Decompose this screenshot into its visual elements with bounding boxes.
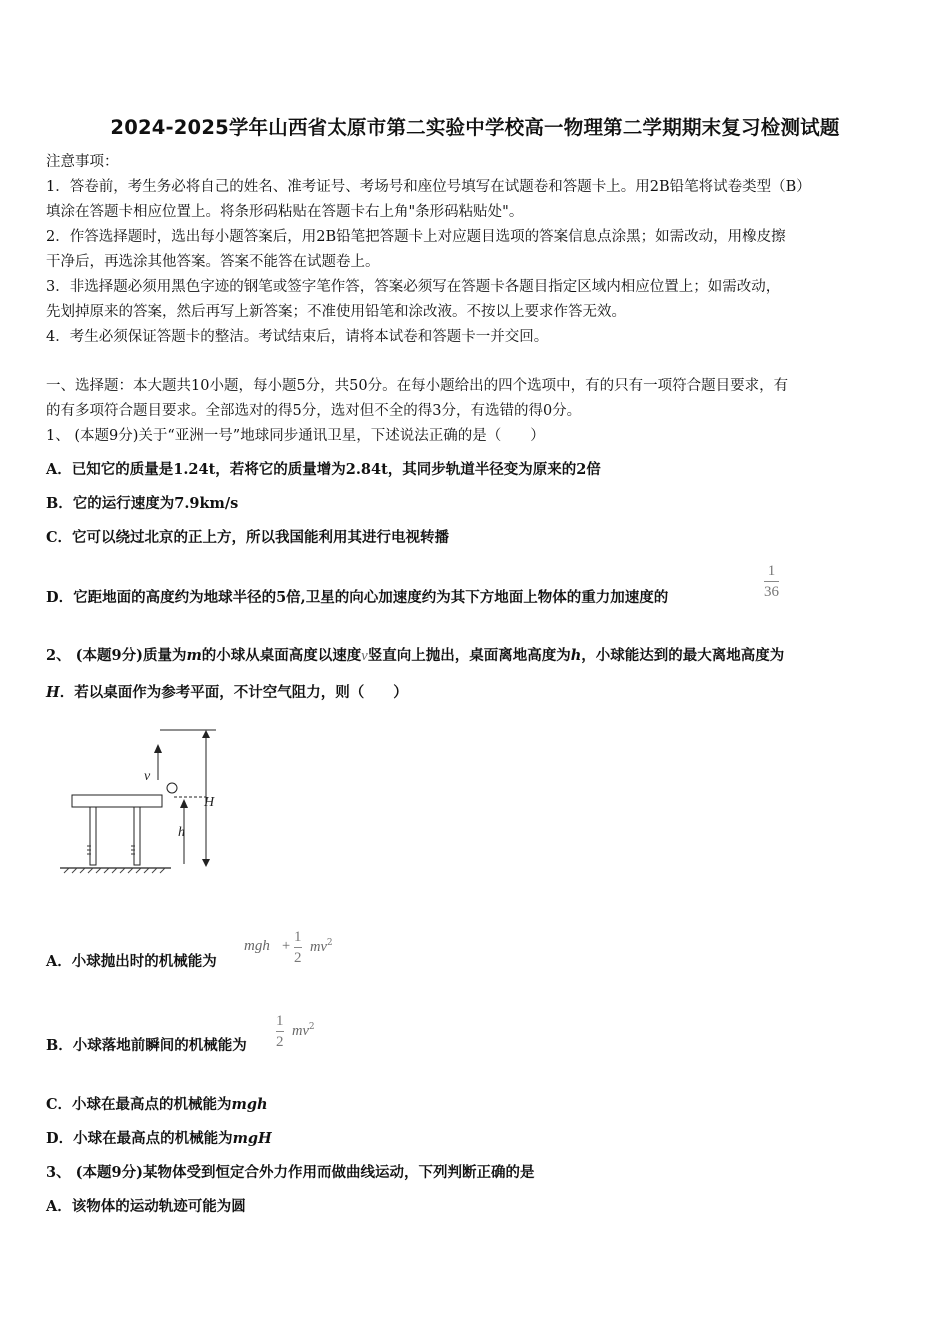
notice-item: 填涂在答题卡相应位置上。将条形码粘贴在答题卡右上角"条形码粘贴处"。 [46, 204, 524, 220]
figure-label-h: h [178, 825, 185, 840]
notice-heading: 注意事项： [46, 154, 119, 170]
table-ball-figure [56, 722, 231, 880]
notice-item: 2．作答选择题时，选出每小题答案后，用2B铅笔把答题卡上对应题目选项的答案信息点涂黑；如需改动，用橡皮擦 [46, 229, 786, 245]
q1-option-d-fraction [764, 562, 779, 601]
notice-item: 1．答卷前，考生务必将自己的姓名、准考证号、考场号和座位号填写在试题卷和答题卡上。用2B铅笔将试卷类型（B） [46, 179, 811, 195]
q2-var-v: v [361, 648, 368, 664]
notice-item: 干净后，再选涂其他答案。答案不能答在试题卷上。 [46, 254, 380, 270]
question-1-stem: 1、 (本题9分)关于“亚洲一号”地球同步通讯卫星，下述说法正确的是（ ） [46, 428, 545, 444]
fraction-denominator: 36 [764, 584, 779, 600]
question-2-stem-line2 [46, 683, 408, 703]
q2-var-h: h [570, 647, 582, 664]
fraction-denominator: 2 [276, 1034, 284, 1050]
figure-label-v: v [144, 769, 151, 784]
q2-option-c [46, 1095, 268, 1115]
expr-fraction [294, 928, 302, 967]
option-expr: mgH [232, 1130, 272, 1147]
fraction-denominator: 2 [294, 950, 302, 966]
option-text: C．小球在最高点的机械能为 [46, 1096, 232, 1113]
q2-stem-part: ，小球能达到的最大离地高度为 [581, 647, 785, 664]
page-title: 2024-2025学年山西省太原市第二实验中学校高一物理第二学期期末复习检测试题 [110, 116, 840, 139]
q2-option-a: A．小球抛出时的机械能为 [46, 953, 217, 970]
notice-item: 先划掉原来的答案，然后再写上新答案；不准使用铅笔和涂改液。不按以上要求作答无效。 [46, 304, 626, 320]
notice-item: 3．非选择题必须用黑色字迹的钢笔或签字笔作答，答案必须写在答题卡各题目指定区域内相应位置上；如需改动， [46, 279, 781, 295]
q2-stem-part: 2、 (本题9分)质量为 [46, 647, 187, 664]
q2-stem-part: ．若以桌面作为参考平面，不计空气阻力，则（ ） [59, 684, 408, 701]
figure-label-H: H [204, 795, 215, 810]
expr-fraction [276, 1012, 284, 1051]
notice-item: 4．考生必须保证答题卡的整洁。考试结束后，请将本试卷和答题卡一并交回。 [46, 329, 549, 345]
fraction-numerator: 1 [276, 1013, 284, 1029]
q2-var-H: H [46, 684, 60, 701]
expr-part: mv [292, 1022, 309, 1039]
q2-var-m: m [186, 647, 202, 664]
q2-stem-part: 竖直向上抛出，桌面离地高度为 [367, 647, 571, 664]
q1-option-d: D．它距地面的高度约为地球半径的5倍,卫星的向心加速度约为其下方地面上物体的重力加速度的 [46, 589, 669, 606]
expr-superscript: 2 [308, 1022, 315, 1032]
q2-option-d [46, 1129, 272, 1149]
question-2-stem-line1 [46, 646, 784, 666]
expr-part: mv [310, 938, 327, 955]
expr-plus: + [282, 938, 291, 954]
q1-option-a: A．已知它的质量是1.24t，若将它的质量增为2.84t，其同步轨道半径变为原来的2倍 [46, 461, 601, 478]
option-expr: mgh [231, 1096, 268, 1113]
question-3-stem: 3、 (本题9分)某物体受到恒定合外力作用而做曲线运动，下列判断正确的是 [46, 1164, 535, 1181]
section-instructions: 的有多项符合题目要求。全部选对的得5分，选对但不全的得3分，有选错的得0分。 [46, 403, 582, 419]
expr-superscript: 2 [326, 938, 333, 948]
q2-stem-part: 的小球从桌面高度以速度 [201, 647, 362, 664]
option-text: D．小球在最高点的机械能为 [46, 1130, 233, 1147]
fraction-numerator: 1 [767, 563, 776, 579]
q1-option-c: C．它可以绕过北京的正上方，所以我国能利用其进行电视转播 [46, 529, 450, 546]
q2-option-b: B．小球落地前瞬间的机械能为 [46, 1037, 247, 1054]
expr-part: mgh [244, 938, 270, 954]
fraction-numerator: 1 [294, 929, 302, 945]
q1-option-b: B．它的运行速度为7.9km/s [46, 495, 239, 512]
section-instructions: 一、选择题：本大题共10小题，每小题5分，共50分。在每小题给出的四个选项中，有的只有一项符合题目要求，有 [46, 378, 789, 394]
q3-option-a: A．该物体的运动轨迹可能为圆 [46, 1198, 246, 1215]
